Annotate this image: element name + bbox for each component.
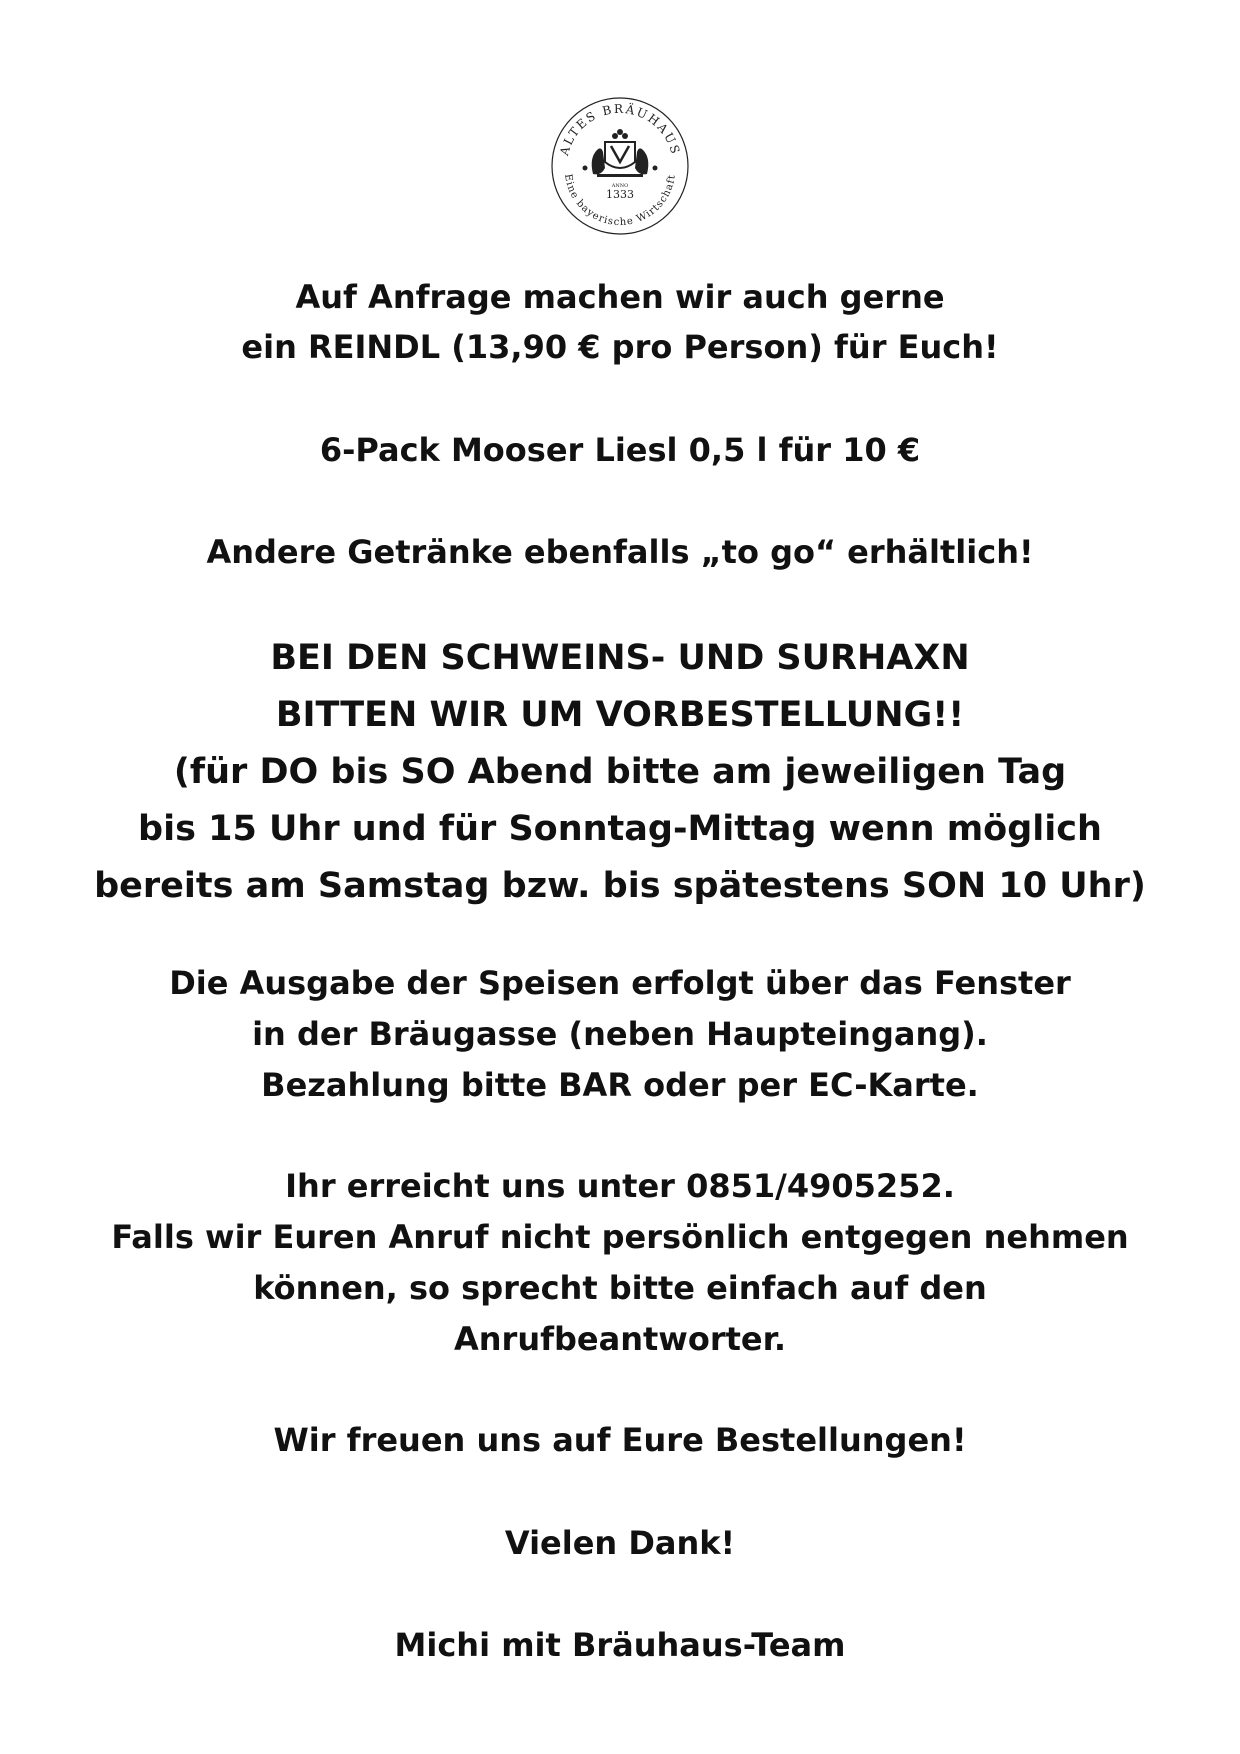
signature-line: Michi mit Bräuhaus-Team <box>394 1626 846 1664</box>
reindl-offer <box>40 278 1200 381</box>
contact-line-3: können, so sprecht bitte einfach auf den <box>253 1269 987 1307</box>
togo-line-1: Andere Getränke ebenfalls „to go“ erhältlich! <box>206 533 1034 571</box>
contact-line-2: Falls wir Euren Anruf nicht persönlich entgegen nehmen <box>111 1218 1129 1256</box>
logo-year: 1333 <box>606 188 634 201</box>
ausgabe-line-3: Bezahlung bitte BAR oder per EC-Karte. <box>261 1066 979 1104</box>
warning-line-1: BEI DEN SCHWEINS- UND SURHAXN <box>270 638 970 678</box>
logo-arc-top: ALTES BRÄUHAUS <box>557 101 683 158</box>
contact-line-1: Ihr erreicht uns unter 0851/4905252. <box>285 1167 955 1205</box>
crest-emblem <box>583 129 658 177</box>
warning-line-5: bereits am Samstag bzw. bis spätestens SON 10 Uhr) <box>94 866 1146 906</box>
thanks-message <box>40 1524 1200 1577</box>
ausgabe-line-1: Die Ausgabe der Speisen erfolgt über das Fenster <box>169 964 1071 1002</box>
warning-line-2: BITTEN WIR UM VORBESTELLUNG!! <box>275 695 965 735</box>
logo-arc-bottom: Eine bayerische Wirtschaft <box>562 173 678 229</box>
drinks-to-go <box>40 533 1200 586</box>
contact-info <box>40 1167 1200 1374</box>
warning-line-3: (für DO bis SO Abend bitte am jeweiligen Tag <box>173 752 1067 792</box>
reindl-line-1: Auf Anfrage machen wir auch gerne <box>295 278 945 316</box>
brewery-crest-icon <box>545 88 695 238</box>
logo-year-label: ANNO <box>611 183 629 189</box>
reindl-line-2: ein REINDL (13,90 € pro Person) für Euch! <box>241 328 999 366</box>
contact-line-4: Anrufbeantworter. <box>453 1320 786 1358</box>
closing-message <box>40 1421 1200 1474</box>
pickup-info <box>40 964 1200 1120</box>
sixpack-line-1: 6-Pack Mooser Liesl 0,5 l für 10 € <box>319 431 921 469</box>
freuen-line: Wir freuen uns auf Eure Bestellungen! <box>273 1421 967 1459</box>
signature <box>40 1626 1200 1679</box>
dank-line: Vielen Dank! <box>504 1524 736 1562</box>
preorder-notice <box>40 638 1200 926</box>
warning-line-4: bis 15 Uhr und für Sonntag-Mittag wenn möglich <box>138 809 1102 849</box>
ausgabe-line-2: in der Bräugasse (neben Haupteingang). <box>252 1015 988 1053</box>
sixpack-offer <box>40 431 1200 484</box>
